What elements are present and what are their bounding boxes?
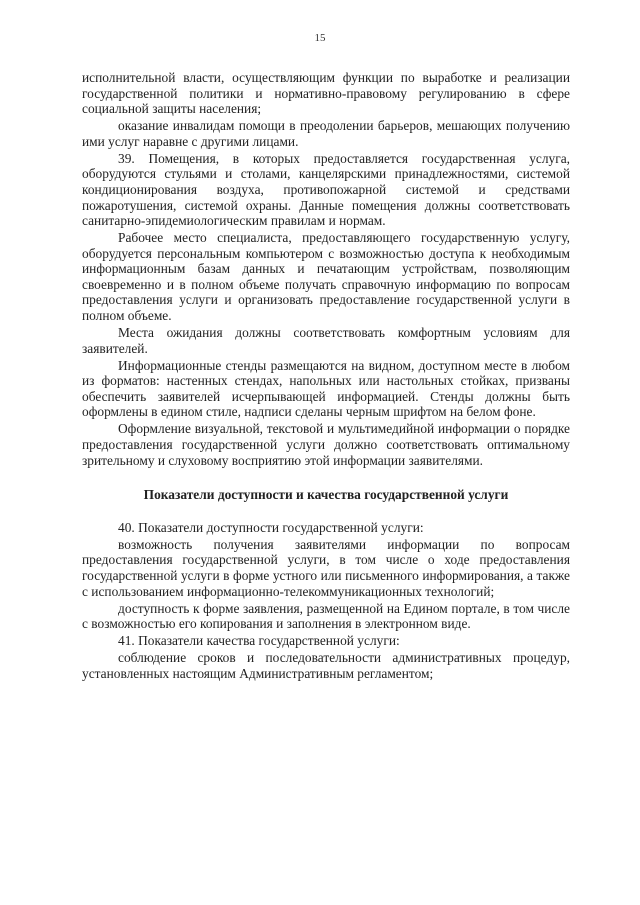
paragraph: исполнительной власти, осуществляющим функции по выработке и реализации государственной политики и нормативно-правовому регулированию в сфере социальной защиты населения; [82,70,570,117]
paragraph: оказание инвалидам помощи в преодолении барьеров, мешающих получению ими услуг наравне с другими лицами. [82,118,570,149]
paragraph: доступность к форме заявления, размещенной на Едином портале, в том числе с возможностью его копирования и заполнения в электронном виде. [82,600,570,632]
paragraph: Информационные стенды размещаются на видном, доступном месте в любом из форматов: настенных стендах, напольных или настольных стойках, призваны обеспечить заявителей исчерпывающей информацией. Стенды должны быть оформлены в едином стиле, надписи сделаны черным шрифтом на белом фоне. [82,357,570,420]
paragraphs-after-heading [82,520,570,682]
paragraph: 41. Показатели качества государственной услуги: [118,633,400,649]
paragraph: соблюдение сроков и последовательности административных процедур, установленных настоящим Административным регламентом; [82,650,570,681]
paragraphs-before-heading [82,70,570,468]
section-heading: Показатели доступности и качества государственной услуги [143,487,509,503]
page-number: 15 [314,32,326,44]
paragraph: Оформление визуальной, текстовой и мультимедийной информации о порядке предоставления государственной услуги должно соответствовать оптимальному зрительному и слуховому восприятию этой информации заявителями. [82,421,570,468]
paragraph: возможность получения заявителями информации по вопросам предоставления государственной услуги, в том числе о ходе предоставления государственной услуги в форме устного или письменного информирования, а также с использованием информационно-телекоммуникационных технологий; [82,536,570,599]
paragraph: Места ожидания должны соответствовать комфортным условиям для заявителей. [82,325,570,356]
paragraph: Рабочее место специалиста, предоставляющего государственную услугу, оборудуется персональным компьютером с возможностью доступа к необходимым информационным базам данных и печатающим устройствам, позволяющим своевременно и в полном объеме получать справочную информацию по вопросам предоставления услуги и организовать предоставление государственной услуги в полном объеме. [82,230,570,324]
paragraph: 39. Помещения, в которых предоставляется государственная услуга, оборудуются стульями и столами, канцелярскими принадлежностями, системой кондиционирования воздуха, противопожарной системой и средствами пожаротушения, системой охраны. Данные помещения должны соответствовать санитарно-эпидемиологическим правилам и нормам. [82,150,570,229]
paragraph: 40. Показатели доступности государственной услуги: [118,519,424,535]
document-body [82,70,570,683]
